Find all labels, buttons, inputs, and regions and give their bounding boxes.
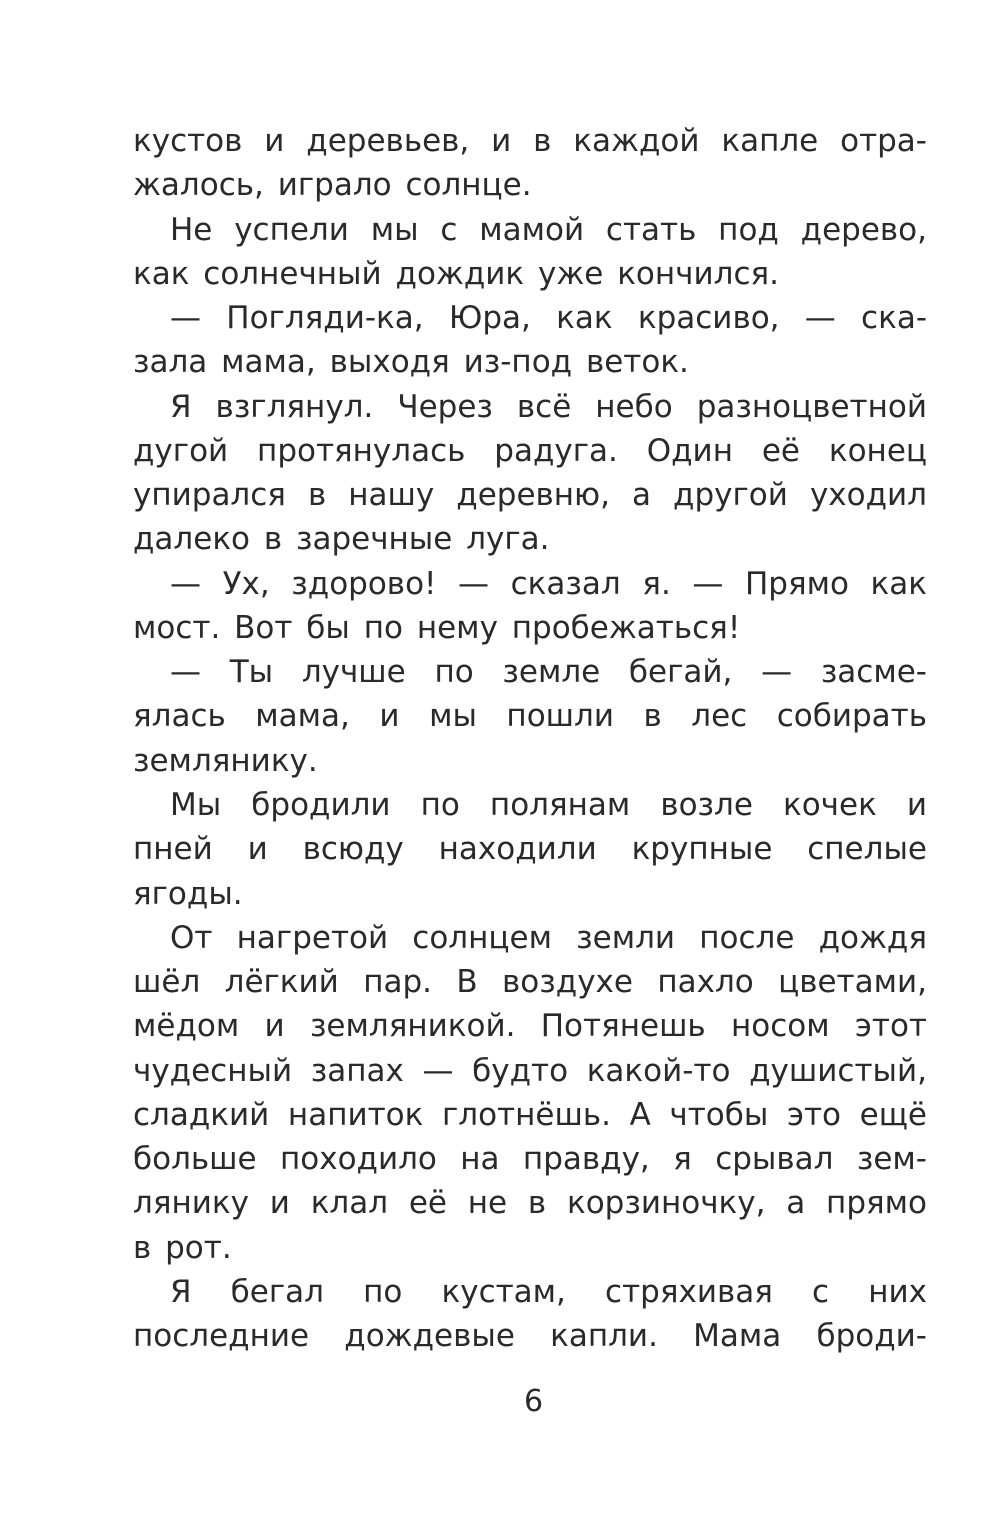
text-line: Мы бродили по полянам возле кочек и xyxy=(170,786,927,823)
text-line: мёдом и земляникой. Потянешь носом этот xyxy=(133,1008,927,1045)
text-line: Я взглянул. Через всё небо разноцветной xyxy=(170,388,927,425)
text-line: упирался в нашу деревню, а другой уходил xyxy=(133,477,927,514)
text-line: кустов и деревьев, и в каждой капле отра- xyxy=(133,123,927,159)
text-line: чудесный запах — будто какой-то душистый, xyxy=(133,1052,927,1089)
text-line: мост. Вот бы по нему пробежаться! xyxy=(133,609,741,646)
text-line: землянику. xyxy=(133,742,318,779)
text-line: — Погляди-ка, Юра, как красиво, — ска- xyxy=(170,300,927,337)
text-line: сладкий напиток глотнёшь. А чтобы это ещё xyxy=(133,1096,927,1133)
text-line: зала мама, выходя из-под веток. xyxy=(133,344,689,381)
text-line: Я бегал по кустам, стряхивая с них xyxy=(170,1273,927,1310)
text-line: — Ух, здорово! — сказал я. — Прямо как xyxy=(170,565,927,602)
text-line: как солнечный дождик уже кончился. xyxy=(133,255,779,292)
text-line: жалось, играло солнце. xyxy=(133,167,532,204)
text-line: ялась мама, и мы пошли в лес собирать xyxy=(133,698,927,735)
page-number: 6 xyxy=(523,1384,544,1419)
text-line: шёл лёгкий пар. В воздухе пахло цветами, xyxy=(133,964,927,1001)
text-line: ягоды. xyxy=(133,875,243,912)
text-line: последние дождевые капли. Мама броди- xyxy=(133,1318,927,1355)
text-line: От нагретой солнцем земли после дождя xyxy=(170,919,927,956)
text-line: больше походило на правду, я срывал зем- xyxy=(133,1141,927,1178)
text-line: — Ты лучше по земле бегай, — засме- xyxy=(170,654,927,691)
page-text xyxy=(133,119,927,1358)
text-line: в рот. xyxy=(133,1229,232,1266)
text-line: Не успели мы с мамой стать под дерево, xyxy=(170,211,927,248)
text-line: далеко в заречные луга. xyxy=(133,521,550,558)
text-line: дугой протянулась радуга. Один её конец xyxy=(133,432,927,469)
text-line: лянику и клал её не в корзиночку, а прямо xyxy=(133,1185,927,1222)
text-line: пней и всюду находили крупные спелые xyxy=(133,831,927,868)
